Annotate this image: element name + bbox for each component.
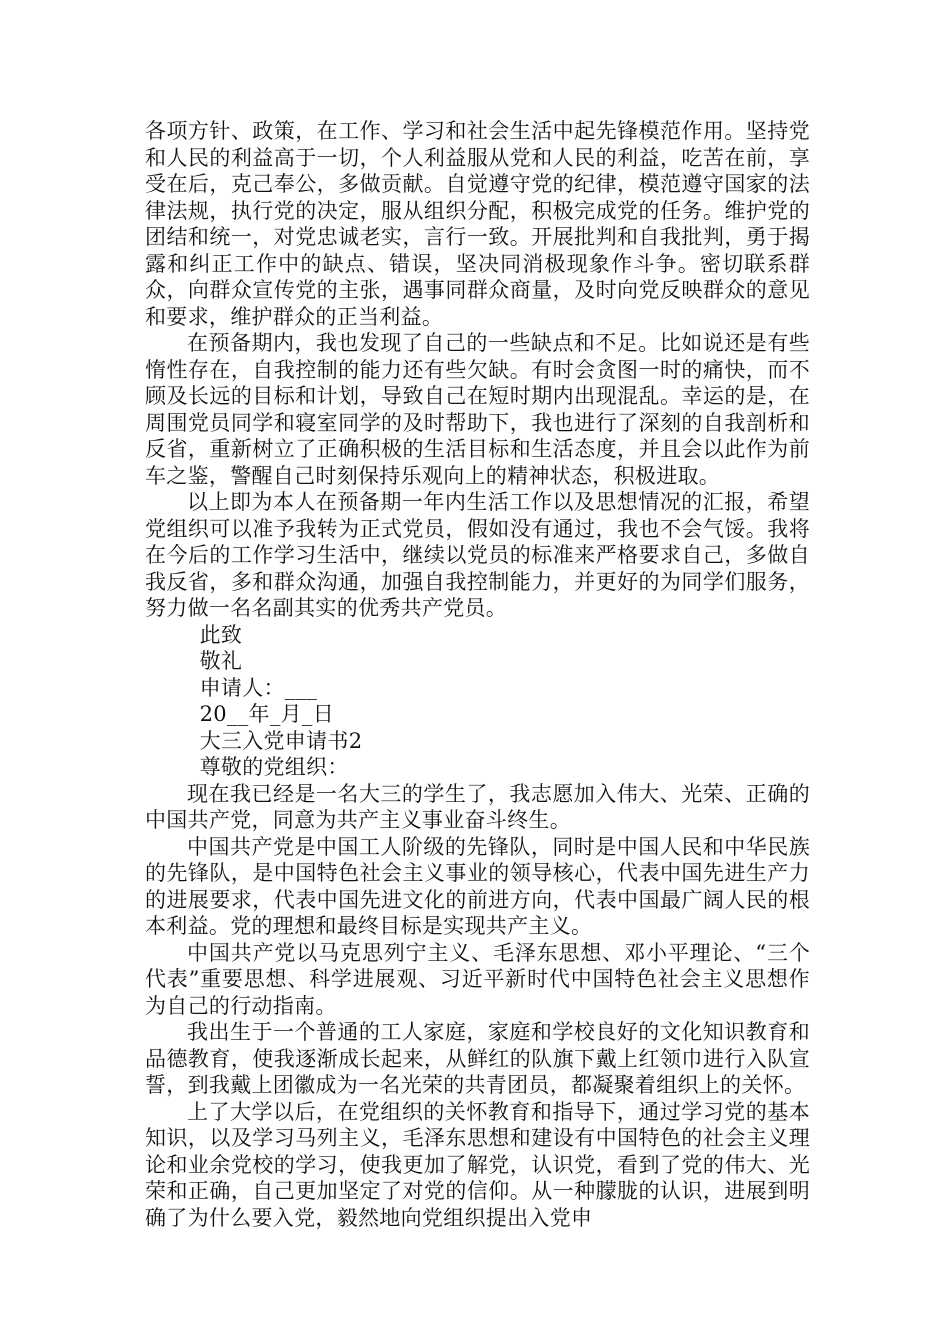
closing-salute: 此致 bbox=[199, 622, 243, 647]
paragraph-university: 上了大学以后，在党组织的关怀教育和指导下，通过学习党的基本知识，以及学习马列主义，毛泽东思想和建设有中国特色的社会主义理论和业余党校的学习，使我更加了解党，认识党，看到了党的伟大、光荣和正确，自己更加坚定了对党的信仰。从一种朦胧的认识，进展到明确了为什么要入党，毅然地向党组织提出入党申 bbox=[145, 1099, 810, 1230]
paragraph-background: 我出生于一个普通的工人家庭，家庭和学校良好的文化知识教育和品德教育，使我逐渐成长起来，从鲜红的队旗下戴上红领巾进行入队宣誓，到我戴上团徽成为一名光荣的共青团员，都凝聚着组织上的关怀。 bbox=[145, 1020, 810, 1097]
salutation: 尊敬的党组织： bbox=[199, 755, 349, 779]
date-line: 20__年_月_日 bbox=[199, 702, 335, 726]
paragraph-intent: 现在我已经是一名大三的学生了，我志愿加入伟大、光荣、正确的中国共产党，同意为共产主义事业奋斗终生。 bbox=[145, 781, 810, 832]
paragraph-duties: 各项方针、政策，在工作、学习和社会生活中起先锋模范作用。坚持党和人民的利益高于一切，个人利益服从党和人民的利益，吃苦在前，享受在后，克己奉公，多做贡献。自觉遵守党的纪律，模范遵守国家的法律法规，执行党的决定，服从组织分配，积极完成党的任务。维护党的团结和统一，对党忠诚老实，言行一致。开展批判和自我批判，勇于揭露和纠正工作中的缺点、错误，坚决同消极现象作斗争。密切联系群众，向群众宣传党的主张，遇事同群众商量，及时向党反映群众的意见和要求，维护群众的正当利益。 bbox=[145, 119, 810, 329]
document-body bbox=[145, 118, 810, 1231]
section-title: 大三入党申请书2 bbox=[199, 728, 363, 753]
closing-regards: 敬礼 bbox=[199, 649, 243, 673]
paragraph-guiding-theory: 中国共产党以马克思列宁主义、毛泽东思想、邓小平理论、“三个代表”重要思想、科学进展观、习近平新时代中国特色社会主义思想作为自己的行动指南。 bbox=[145, 940, 810, 1018]
applicant-line: 申请人：___ bbox=[199, 675, 318, 700]
paragraph-summary: 以上即为本人在预备期一年内生活工作以及思想情况的汇报，希望党组织可以准予我转为正式党员，假如没有通过，我也不会气馁。我将在今后的工作学习生活中，继续以党员的标准来严格要求自己，多做自我反省，多和群众沟通，加强自我控制能力，并更好的为同学们服务，努力做一名名副其实的优秀共产党员。 bbox=[145, 490, 810, 620]
paragraph-shortcomings: 在预备期内，我也发现了自己的一些缺点和不足。比如说还是有些惰性存在，自我控制的能力还有些欠缺。有时会贪图一时的痛快，而不顾及长远的目标和计划，导致自己在短时期内出现混乱。幸运的是，在周围党员同学和寝室同学的及时帮助下，我也进行了深刻的自我剖析和反省，重新树立了正确积极的生活目标和生活态度，并且会以此作为前车之鉴，警醒自己时刻保持乐观向上的精神状态，积极进取。 bbox=[145, 331, 810, 488]
paragraph-party-nature: 中国共产党是中国工人阶级的先锋队，同时是中国人民和中华民族的先锋队，是中国特色社会主义事业的领导核心，代表中国先进生产力的进展要求，代表中国先进文化的前进方向，代表中国最广阔人民的根本利益。党的理想和最终目标是实现共产主义。 bbox=[145, 834, 810, 938]
